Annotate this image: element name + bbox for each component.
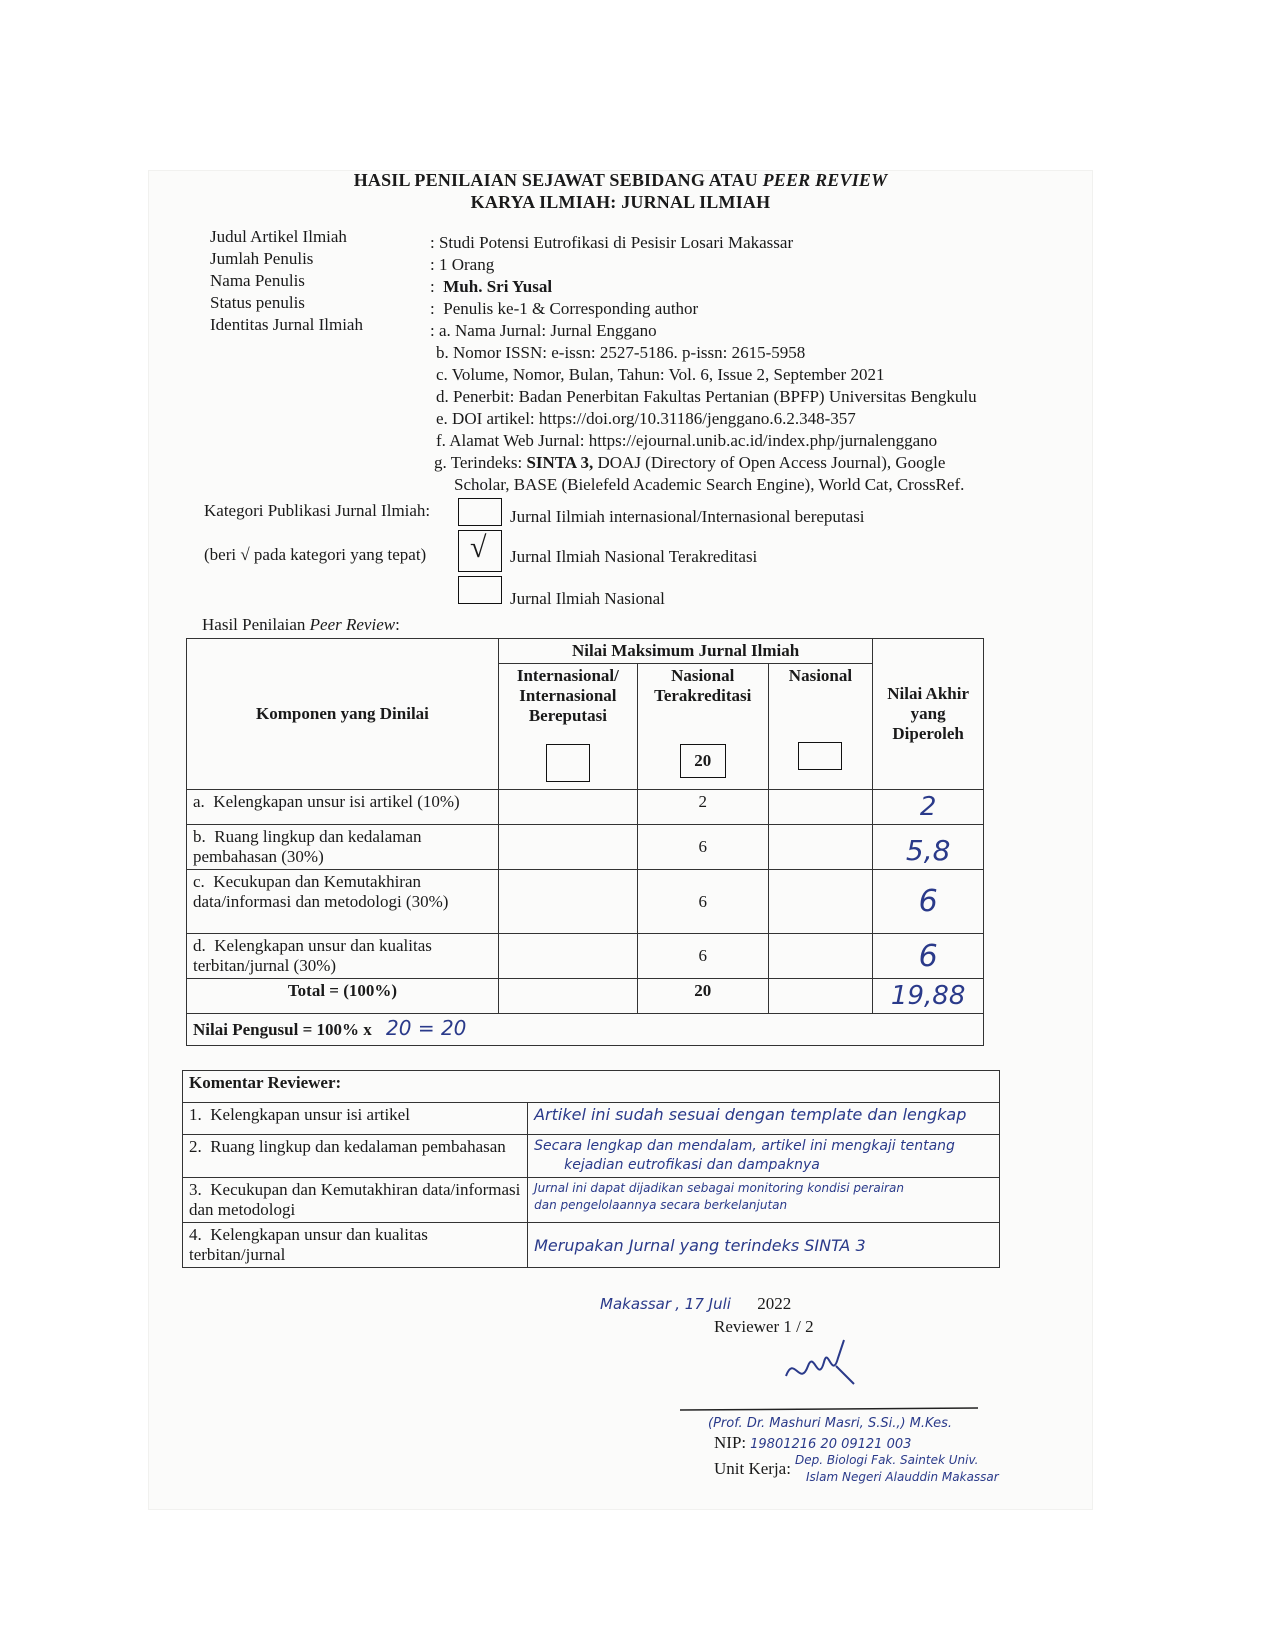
col-nasional-label: Nasional <box>788 666 853 685</box>
identitas-c: c. Volume, Nomor, Bulan, Tahun: Vol. 6, Issue 2, September 2021 <box>436 365 885 384</box>
table-row <box>187 934 984 979</box>
terindeks-bold: SINTA 3, <box>526 453 594 472</box>
sep: : <box>430 299 435 318</box>
col-nasional <box>768 664 873 790</box>
table-row <box>187 870 984 934</box>
label-identitas: Identitas Jurnal Ilmiah <box>210 315 363 334</box>
cell-max: 6 <box>637 870 768 934</box>
komentar-text: Kelengkapan unsur dan kualitas terbitan/jurnal <box>189 1225 428 1264</box>
table-row <box>183 1178 1000 1223</box>
nasional-box <box>798 742 842 770</box>
identitas-g2: Scholar, BASE (Bielefeld Academic Search Engine), World Cat, CrossRef. <box>454 475 965 494</box>
komentar-label <box>183 1103 528 1135</box>
hasil-heading-italic: Peer Review <box>309 615 396 634</box>
identitas-e: e. DOI artikel: https://doi.org/10.31186/jenggano.6.2.348-357 <box>436 409 856 428</box>
assessment-table <box>186 638 984 1046</box>
date-line <box>600 1294 791 1314</box>
komentar-label <box>183 1223 528 1268</box>
table-row-total <box>187 979 984 1014</box>
comment-line: dan pengelolaannya secara berkelanjutan <box>534 1198 788 1212</box>
col-internasional <box>498 664 637 790</box>
row-text: Kelengkapan unsur dan kualitas terbitan/jurnal (30%) <box>193 936 432 975</box>
col-nasional-akr <box>637 664 768 790</box>
nip-label: NIP: <box>714 1433 747 1452</box>
komentar-table <box>182 1070 1000 1268</box>
col-internasional-label: Internasional/ Internasional Bereputasi <box>516 666 619 725</box>
col-akhir: Nilai Akhir yang Diperoleh <box>873 639 984 790</box>
kategori-option-1: Jurnal Iilmiah internasional/Internasional bereputasi <box>510 507 865 526</box>
info-values <box>430 232 977 496</box>
hasil-heading-prefix: Hasil Penilaian <box>202 615 310 634</box>
cell-empty <box>768 825 873 870</box>
komentar-text: Kelengkapan unsur isi artikel <box>210 1105 410 1124</box>
comment-line: Jurnal ini dapat dijadikan sebagai monitoring kondisi perairan <box>534 1181 904 1195</box>
cell-empty <box>498 870 637 934</box>
value-judul: : Studi Potensi Eutrofikasi di Pesisir Losari Makassar <box>430 233 794 252</box>
value-status <box>430 298 977 320</box>
col-komponen: Komponen yang Dinilai <box>187 639 499 790</box>
cell-max: 6 <box>637 934 768 979</box>
signature-icon <box>668 1336 1028 1416</box>
pengusul-label: Nilai Pengusul = 100% x <box>193 1020 372 1039</box>
terindeks-rest: DOAJ (Directory of Open Access Journal), Google <box>593 453 946 472</box>
komentar-label <box>183 1178 528 1223</box>
total-label: Total = (100%) <box>187 979 499 1014</box>
row-letter: d. <box>193 936 206 955</box>
reviewer-name-hand: (Prof. Dr. Mashuri Masri, S.Si.,) M.Kes. <box>708 1416 952 1431</box>
komentar-comment <box>528 1223 1000 1268</box>
komentar-comment <box>528 1178 1000 1223</box>
komentar-comment <box>528 1103 1000 1135</box>
title-italic: PEER REVIEW <box>762 170 888 190</box>
value-jumlah: : 1 Orang <box>430 255 495 274</box>
row-text: Kecukupan dan Kemutakhiran data/informasi dan metodologi (30%) <box>193 872 449 911</box>
kategori-checkbox-3[interactable] <box>458 576 502 604</box>
cell-empty <box>768 979 873 1014</box>
pengusul-cell <box>187 1014 984 1046</box>
col-nasional-akr-label: Nasional Terakreditasi <box>654 666 752 705</box>
cell-akhir: 6 <box>873 934 984 979</box>
row-letter: b. <box>193 827 206 846</box>
sep: : <box>430 277 435 296</box>
cell-max: 6 <box>637 825 768 870</box>
row-letter: a. <box>193 792 205 811</box>
col-group: Nilai Maksimum Jurnal Ilmiah <box>498 639 872 664</box>
cell-akhir: 5,8 <box>873 825 984 870</box>
kategori-label: Kategori Publikasi Jurnal Ilmiah: <box>204 501 431 520</box>
comment-line: kejadian eutrofikasi dan dampaknya <box>564 1157 820 1173</box>
row-label <box>187 870 499 934</box>
cell-empty <box>498 825 637 870</box>
year: 2022 <box>757 1294 792 1313</box>
table-row <box>187 790 984 825</box>
identitas-g <box>430 452 977 474</box>
total-akhir: 19,88 <box>873 979 984 1014</box>
label-judul: Judul Artikel Ilmiah <box>210 227 347 246</box>
komentar-num: 4. <box>189 1225 202 1244</box>
row-label <box>187 790 499 825</box>
cell-akhir: 2 <box>873 790 984 825</box>
hasil-heading-suffix: : <box>395 615 400 634</box>
komentar-text: Kecukupan dan Kemutakhiran data/informasi dan metodologi <box>189 1180 521 1219</box>
komentar-heading: Komentar Reviewer: <box>183 1071 1000 1103</box>
document-sheet <box>148 170 1093 1510</box>
table-row <box>183 1103 1000 1135</box>
unit-label: Unit Kerja: <box>714 1459 791 1478</box>
info-labels <box>210 226 363 336</box>
label-nama: Nama Penulis <box>210 271 305 290</box>
cell-empty <box>768 934 873 979</box>
identitas-d: d. Penerbit: Badan Penerbitan Fakultas Pertanian (BPFP) Universitas Bengkulu <box>436 387 977 406</box>
cell-akhir: 6 <box>873 870 984 934</box>
row-letter: c. <box>193 872 205 891</box>
document-title-line1 <box>148 170 1093 191</box>
unit-hand-1: Dep. Biologi Fak. Saintek Univ. <box>794 1453 979 1467</box>
nip-line <box>714 1432 911 1454</box>
table-row <box>183 1135 1000 1178</box>
komentar-label <box>183 1135 528 1178</box>
comment-line: Secara lengkap dan mendalam, artikel ini mengkaji tentang <box>534 1138 955 1154</box>
label-jumlah: Jumlah Penulis <box>210 249 314 268</box>
kategori-hint: (beri √ pada kategori yang tepat) <box>204 545 427 564</box>
komentar-num: 1. <box>189 1105 202 1124</box>
cell-empty <box>498 979 637 1014</box>
internasional-box <box>546 744 590 782</box>
document-title-line2: KARYA ILMIAH: JURNAL ILMIAH <box>470 192 771 212</box>
kategori-option-3: Jurnal Ilmiah Nasional <box>510 589 665 608</box>
identitas-a: : a. Nama Jurnal: Jurnal Enggano <box>430 321 657 340</box>
author-status: Penulis ke-1 & Corresponding author <box>443 299 699 318</box>
comment-line: Merupakan Jurnal yang terindeks SINTA 3 <box>534 1235 866 1255</box>
hasil-heading <box>202 614 400 636</box>
kategori-option-2: Jurnal Ilmiah Nasional Terakreditasi <box>510 547 758 566</box>
identitas-b: b. Nomor ISSN: e-issn: 2527-5186. p-issn: 2615-5958 <box>436 343 806 362</box>
cell-empty <box>498 934 637 979</box>
nasional-akr-value: 20 <box>680 744 726 778</box>
cell-empty <box>768 870 873 934</box>
reviewer-label: Reviewer 1 / 2 <box>714 1317 814 1336</box>
cell-empty <box>498 790 637 825</box>
unit-hand-2: Islam Negeri Alauddin Makassar <box>806 1470 999 1484</box>
date-hand: , 17 Juli <box>675 1295 731 1313</box>
komentar-num: 3. <box>189 1180 202 1199</box>
label-status: Status penulis <box>210 293 305 312</box>
place-hand: Makassar <box>600 1295 672 1313</box>
value-nama <box>430 276 977 298</box>
title-prefix: HASIL PENILAIAN SEJAWAT SEBIDANG ATAU <box>353 170 763 190</box>
cell-max: 2 <box>637 790 768 825</box>
komentar-comment <box>528 1135 1000 1178</box>
komentar-text: Ruang lingkup dan kedalaman pembahasan <box>210 1137 506 1156</box>
nip-hand: 19801216 20 09121 003 <box>750 1437 912 1452</box>
comment-line: Artikel ini sudah sesuai dengan template dan lengkap <box>534 1105 967 1124</box>
kategori-checkbox-1[interactable] <box>458 498 502 526</box>
row-text: Kelengkapan unsur isi artikel (10%) <box>213 792 460 811</box>
check-mark-icon: √ <box>470 531 487 564</box>
cell-empty <box>768 790 873 825</box>
row-label <box>187 825 499 870</box>
table-row-pengusul <box>187 1014 984 1046</box>
identitas-f: f. Alamat Web Jurnal: https://ejournal.unib.ac.id/index.php/jurnalenggano <box>436 431 938 450</box>
author-name: Muh. Sri Yusal <box>443 277 553 296</box>
table-row <box>187 825 984 870</box>
komentar-num: 2. <box>189 1137 202 1156</box>
row-text: Ruang lingkup dan kedalaman pembahasan (30%) <box>193 827 422 866</box>
table-row <box>183 1223 1000 1268</box>
row-label <box>187 934 499 979</box>
total-max: 20 <box>637 979 768 1014</box>
terindeks-prefix: g. Terindeks: <box>434 453 527 472</box>
pengusul-hand: 20 = 20 <box>386 1016 467 1040</box>
